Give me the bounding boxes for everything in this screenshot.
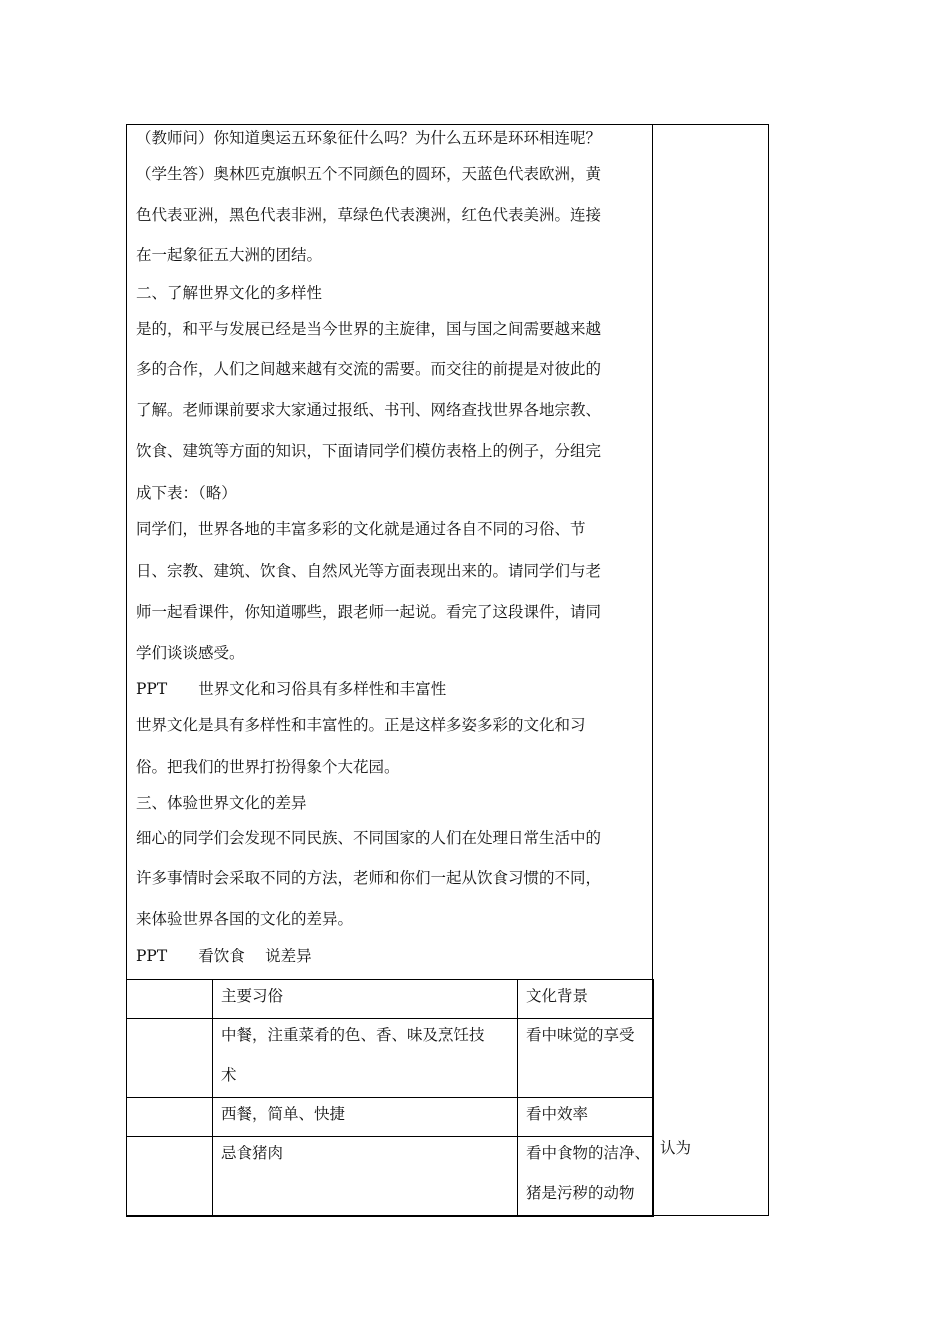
customs-table	[126, 979, 654, 1217]
ppt-line: PPT 世界文化和习俗具有多样性和丰富性	[136, 680, 447, 698]
section-heading: 三、体验世界文化的差异	[136, 794, 307, 812]
paragraph-line: 同学们，世界各地的丰富多彩的文化就是通过各自不同的习俗、节	[136, 520, 586, 538]
paragraph-line: 许多事情时会采取不同的方法，老师和你们一起从饮食习惯的不同，	[136, 869, 602, 887]
paragraph-line: 学们谈谈感受。	[136, 644, 245, 662]
table-cell: 忌食猪肉	[213, 1137, 518, 1217]
paragraph-line: 色代表亚洲，黑色代表非洲，草绿色代表澳洲，红色代表美洲。连接	[136, 206, 602, 224]
paragraph-line: 成下表：（略）	[136, 484, 237, 502]
table-header-row	[127, 980, 654, 1019]
paragraph-line: 了解。老师课前要求大家通过报纸、书刊、网络查找世界各地宗教、	[136, 401, 602, 419]
paragraph-line: （学生答）奥林匹克旗帜五个不同颜色的圆环，天蓝色代表欧洲，黄	[136, 165, 602, 183]
paragraph-line: 来体验世界各国的文化的差异。	[136, 910, 354, 928]
table-cell	[127, 1098, 213, 1137]
table-cell	[127, 1019, 213, 1098]
paragraph-line: 日、宗教、建筑、饮食、自然风光等方面表现出来的。请同学们与老	[136, 562, 602, 580]
table-cell: 西餐，简单、快捷	[213, 1098, 518, 1137]
table-cell	[127, 980, 213, 1019]
paragraph-line: 多的合作，人们之间越来越有交流的需要。而交往的前提是对彼此的	[136, 360, 602, 378]
table-cell: 看中效率	[518, 1098, 654, 1137]
table-header-customs: 主要习俗	[213, 980, 518, 1019]
table-row	[127, 1137, 654, 1217]
paragraph-line: 俗。把我们的世界打扮得象个大花园。	[136, 758, 400, 776]
table-row	[127, 1098, 654, 1137]
table-header-background: 文化背景	[518, 980, 654, 1019]
paragraph-line: （教师问）你知道奥运五环象征什么吗？为什么五环是环环相连呢？	[136, 129, 602, 147]
table-cell: 中餐，注重菜肴的色、香、味及烹饪技 术	[213, 1019, 518, 1098]
paragraph-line: 在一起象征五大洲的团结。	[136, 246, 323, 264]
table-cell	[127, 1137, 213, 1217]
paragraph-line: 是的，和平与发展已经是当今世界的主旋律，国与国之间需要越来越	[136, 320, 602, 338]
table-row	[127, 1019, 654, 1098]
table-cell: 看中味觉的享受	[518, 1019, 654, 1098]
section-heading: 二、了解世界文化的多样性	[136, 284, 323, 302]
overflow-text: 认为	[660, 1139, 692, 1157]
paragraph-line: 师一起看课件，你知道哪些，跟老师一起说。看完了这段课件，请同	[136, 603, 602, 621]
paragraph-line: 世界文化是具有多样性和丰富性的。正是这样多姿多彩的文化和习	[136, 716, 586, 734]
table-cell: 看中食物的洁净、 猪是污秽的动物	[518, 1137, 654, 1217]
ppt-line: PPT 看饮食 说差异	[136, 947, 312, 965]
paragraph-line: 饮食、建筑等方面的知识，下面请同学们模仿表格上的例子，分组完	[136, 442, 602, 460]
paragraph-line: 细心的同学们会发现不同民族、不同国家的人们在处理日常生活中的	[136, 829, 602, 847]
